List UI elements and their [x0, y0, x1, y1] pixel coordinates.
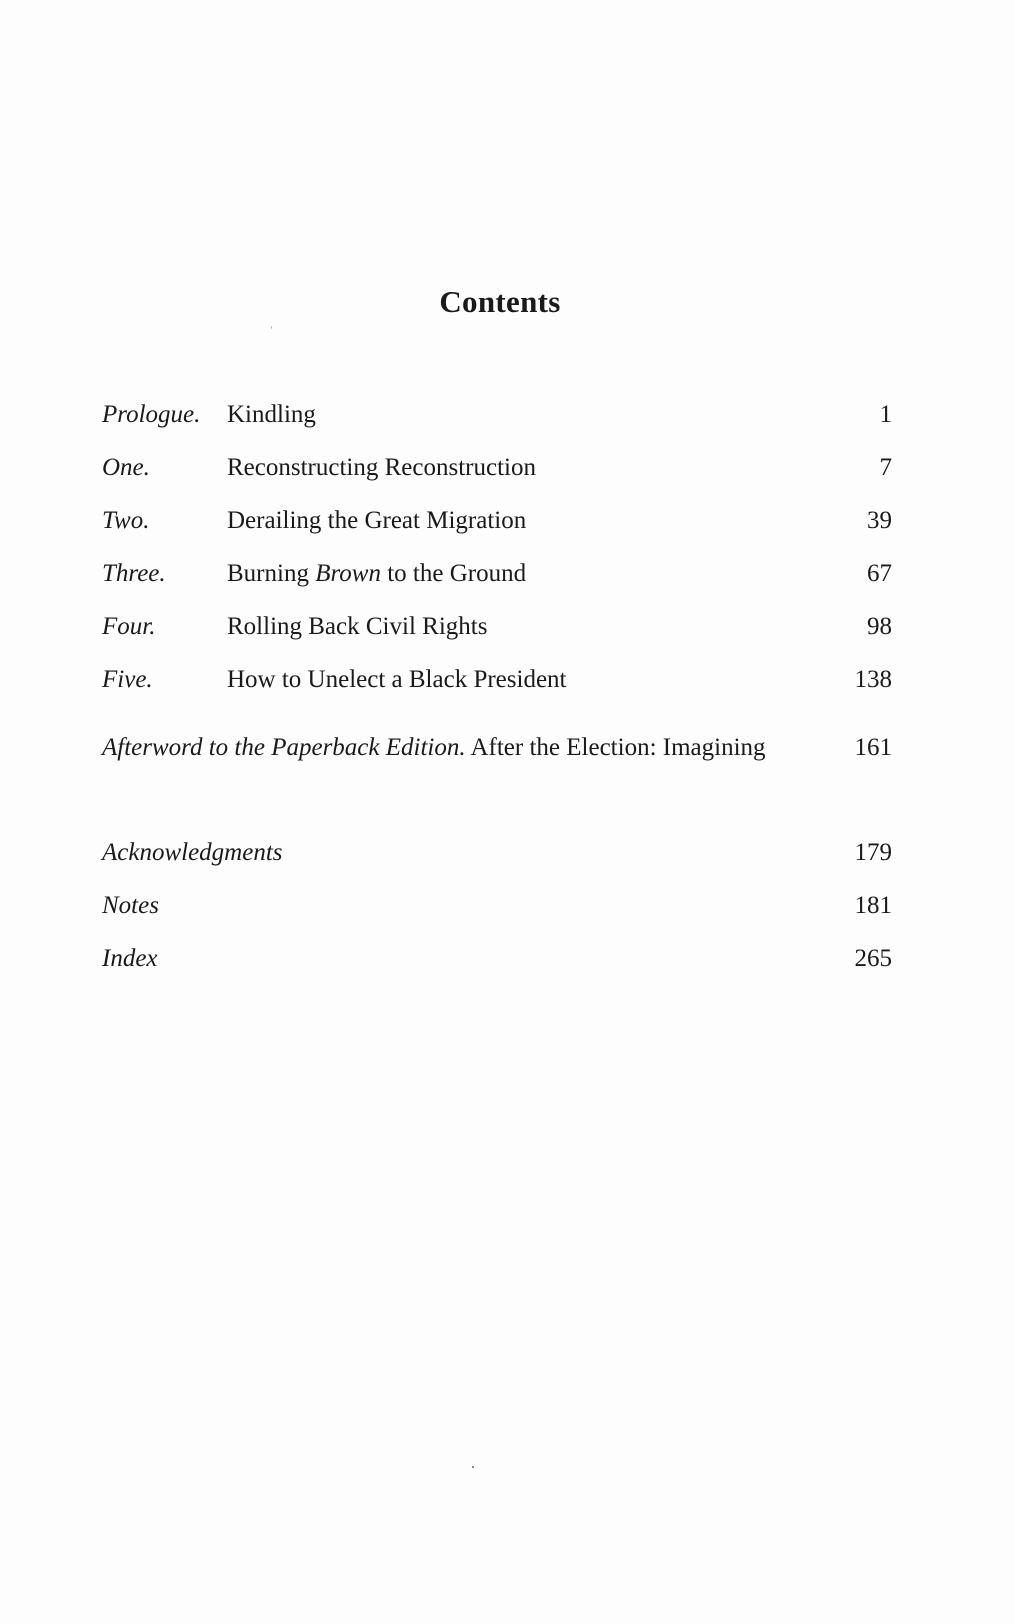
- toc-label: Five.: [102, 666, 153, 693]
- toc-title: After the Election: Imagining: [465, 734, 766, 761]
- toc-page-number: 7: [879, 454, 892, 481]
- toc-label: Afterword to the Paperback Edition.: [102, 734, 466, 761]
- scan-speck: [472, 1466, 474, 1468]
- toc-label: Four.: [102, 613, 156, 640]
- toc-entry-five: [102, 663, 892, 697]
- toc-entry-one: [102, 451, 892, 485]
- toc-label: Two.: [102, 507, 150, 534]
- toc-title: [227, 557, 526, 591]
- toc-page-number: 179: [854, 839, 892, 866]
- toc-label: Acknowledgments: [102, 839, 283, 866]
- toc-page-number: 39: [867, 507, 892, 534]
- toc-title: Kindling: [227, 401, 316, 428]
- toc-title-italic: Brown: [315, 560, 381, 587]
- toc-label: Three.: [102, 560, 166, 587]
- toc-title-part: Burning: [227, 560, 316, 587]
- toc-page-number: 138: [854, 666, 892, 693]
- toc-entry-three: [102, 557, 892, 591]
- toc-entry-four: [102, 610, 892, 644]
- toc-page-number: 1: [879, 401, 892, 428]
- toc-page-number: 98: [867, 613, 892, 640]
- toc-title-part: to the Ground: [380, 560, 527, 587]
- toc-entry-afterword: [102, 731, 892, 765]
- toc-page-number: 161: [854, 734, 892, 761]
- toc-entry-two: [102, 504, 892, 538]
- toc-entry-prologue: [102, 398, 892, 432]
- toc-page-number: 67: [867, 560, 892, 587]
- toc-page-number: 181: [854, 892, 892, 919]
- toc-page-number: 265: [854, 945, 892, 972]
- toc-label: Notes: [102, 892, 159, 919]
- toc-title: How to Unelect a Black President: [227, 666, 567, 693]
- toc-title: Derailing the Great Migration: [227, 507, 527, 534]
- toc-entry-acknowledgments: [102, 836, 892, 870]
- toc-label: One.: [102, 454, 150, 481]
- toc-label: Prologue.: [102, 401, 201, 428]
- toc-label: Index: [102, 945, 158, 972]
- toc-title: Reconstructing Reconstruction: [227, 454, 536, 481]
- scan-speck: [271, 326, 272, 329]
- toc-title: Rolling Back Civil Rights: [227, 613, 488, 640]
- toc-entry-notes: [102, 889, 892, 923]
- page-title: Contents: [439, 284, 561, 319]
- toc-entry-index: [102, 942, 892, 976]
